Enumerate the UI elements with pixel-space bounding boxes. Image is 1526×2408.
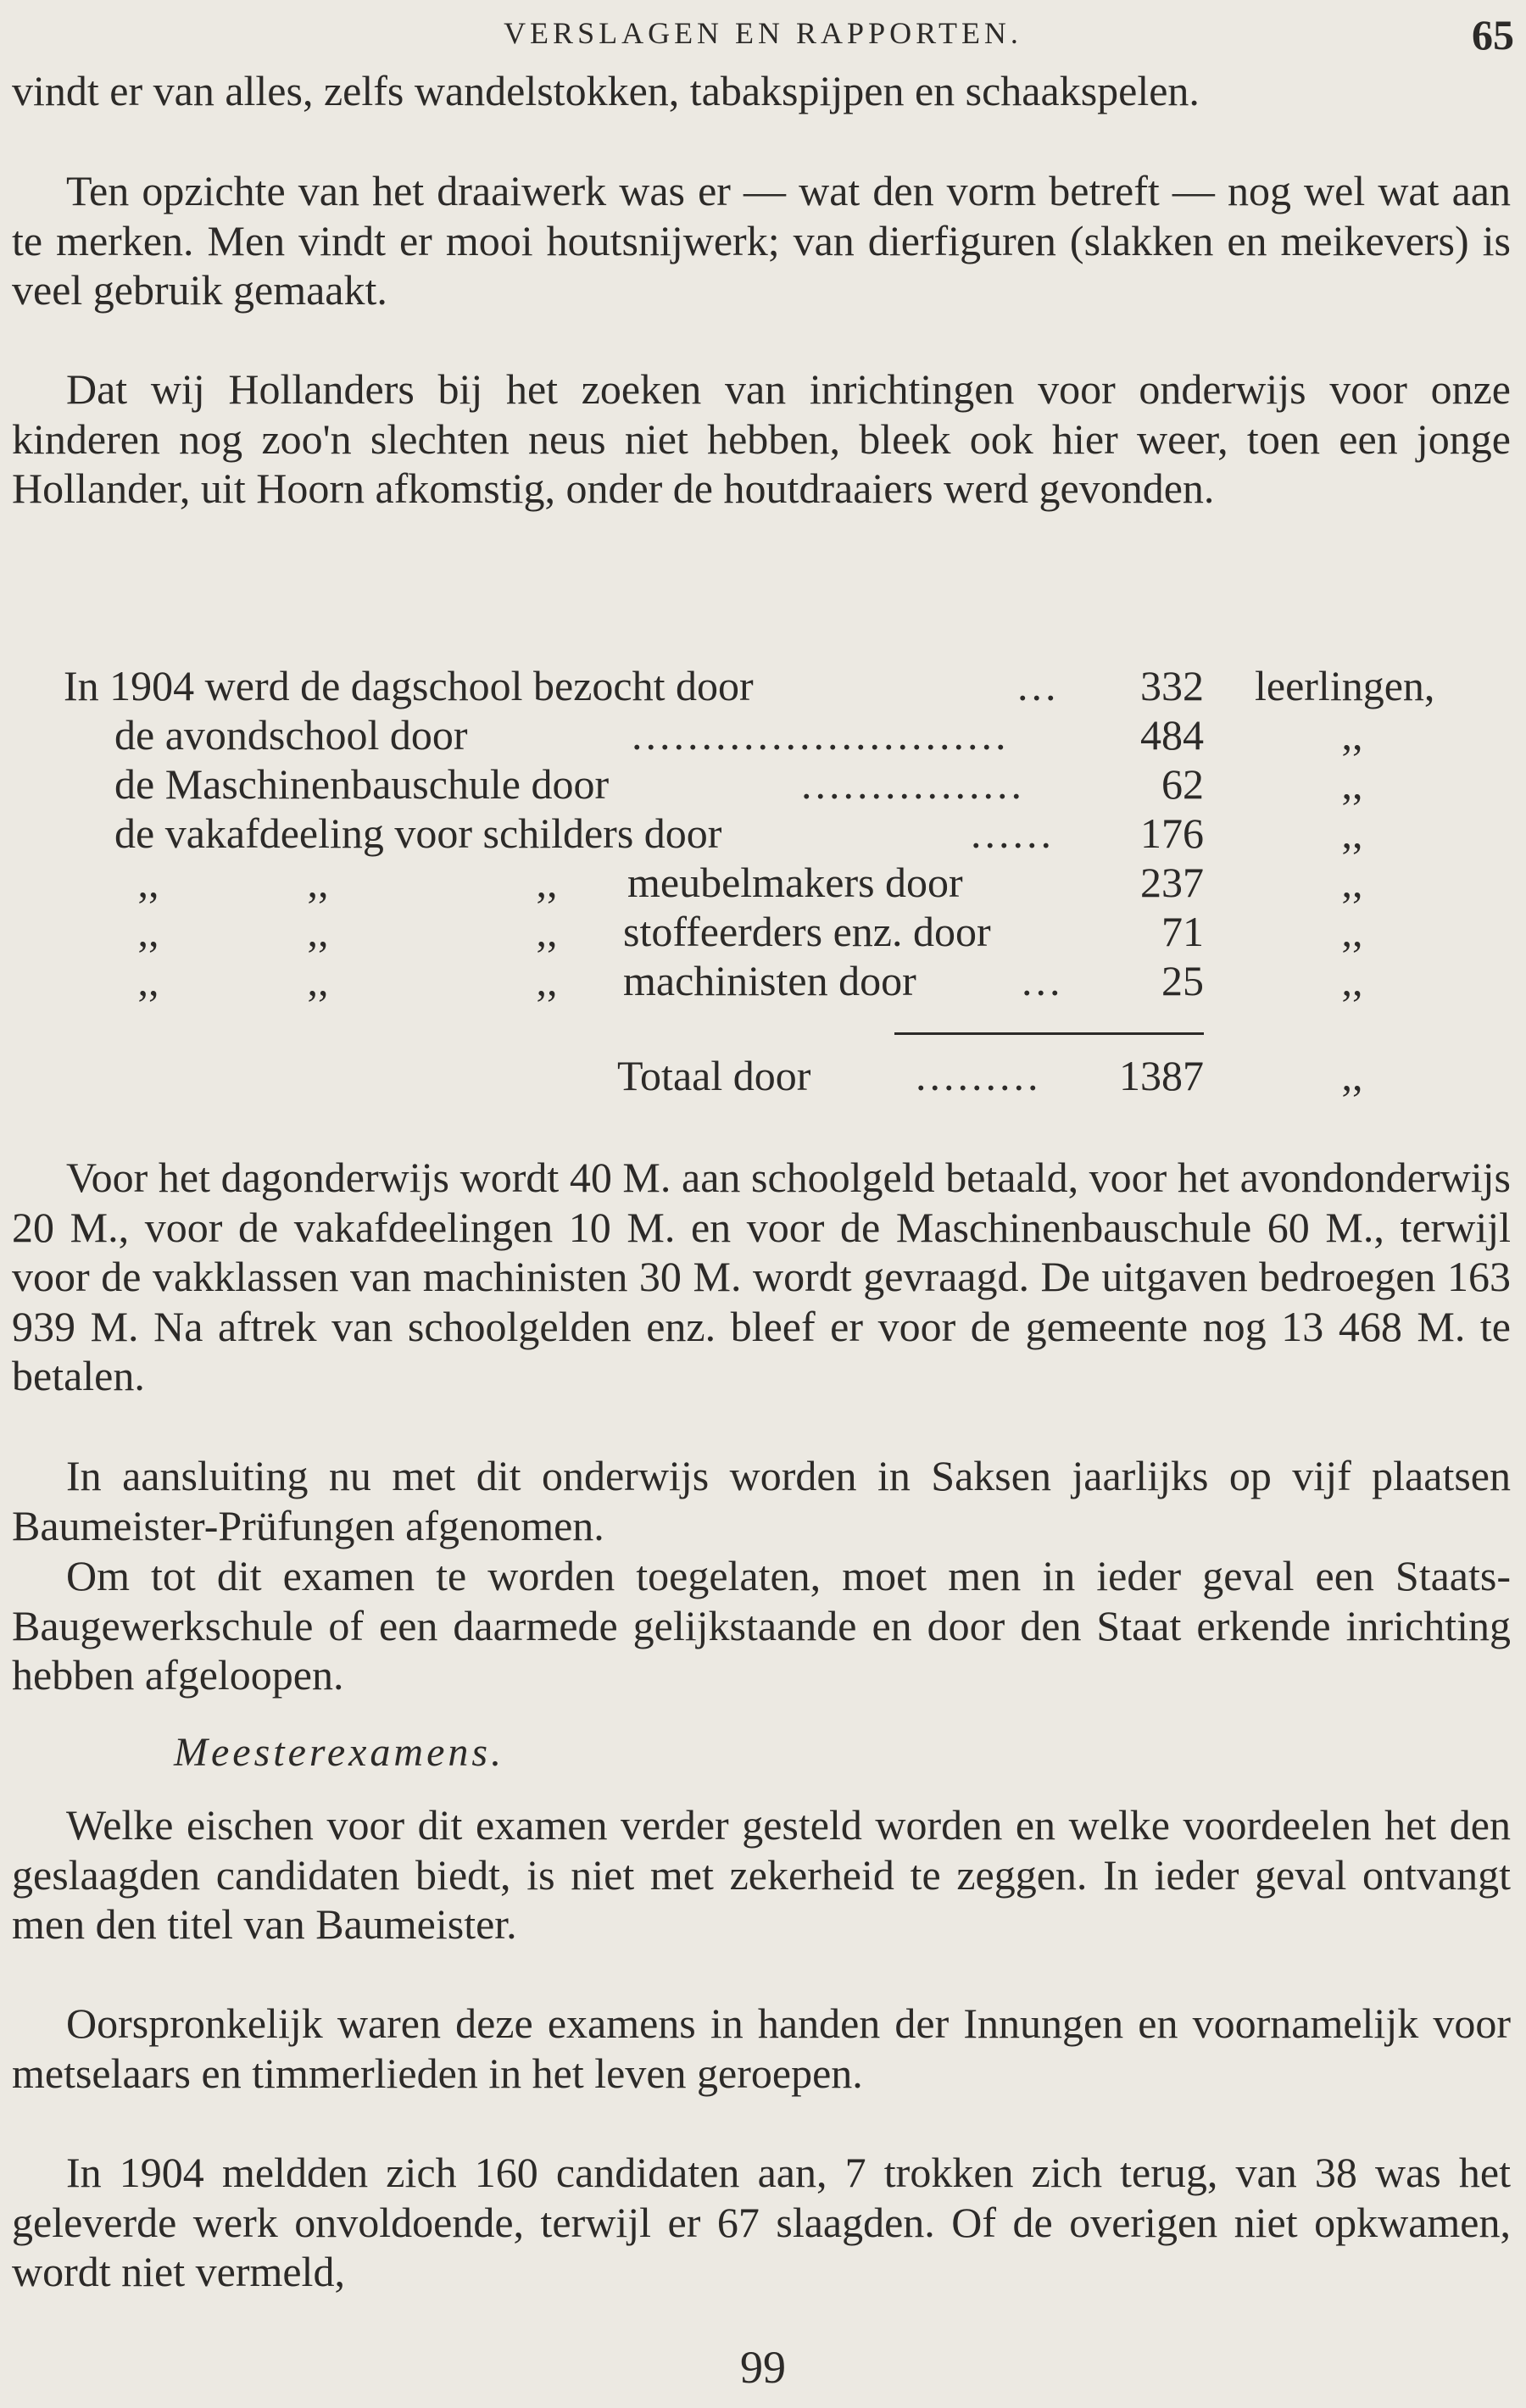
- row-unit-ditto: ,,: [1341, 760, 1363, 808]
- ditto-mark: ,,: [536, 908, 558, 955]
- row-value: 176: [1140, 809, 1204, 857]
- running-head: VERSLAGEN EN RAPPORTEN.: [504, 16, 1022, 50]
- sum-rule: [894, 1032, 1204, 1035]
- ditto-mark: ,,: [137, 908, 159, 955]
- table-row: [0, 858, 1526, 907]
- row-label: In 1904 werd de dagschool bezocht door: [64, 662, 754, 709]
- row-leader: ...: [1022, 957, 1064, 1004]
- ditto-mark: ,,: [137, 859, 159, 906]
- paragraph-6: Om tot dit examen te worden toegelaten, moet men in ieder geval een Staats-Baugewerkschule of een daarmede gelijkstaande en door den Staat erkende inrichting hebben afgeloopen.: [12, 1552, 1511, 1699]
- paragraph-9: In 1904 meldden zich 160 candidaten aan, 7 trokken zich terug, van 38 was het geleverde werk onvoldoende, terwijl er 67 slaagden. Of de overigen niet opkwamen, wordt niet vermeld,: [12, 2149, 1511, 2295]
- table-row: [0, 907, 1526, 956]
- ditto-mark: ,,: [307, 957, 329, 1004]
- row-unit-ditto: ,,: [1341, 859, 1363, 906]
- table-total-row: [0, 1051, 1526, 1100]
- row-label: meubelmakers door: [627, 859, 963, 906]
- total-label: Totaal door: [617, 1052, 811, 1099]
- row-unit-ditto: ,,: [1341, 957, 1363, 1004]
- table-row: [0, 661, 1526, 710]
- page-header: [0, 11, 1526, 63]
- row-label: machinisten door: [623, 957, 916, 1004]
- row-label: de avondschool door: [114, 711, 468, 759]
- row-value: 332: [1140, 662, 1204, 709]
- row-unit-ditto: ,,: [1341, 908, 1363, 955]
- row-leader: ................: [801, 760, 1025, 808]
- paragraph-3: Dat wij Hollanders bij het zoeken van inrichtingen voor onderwijs voor onze kinderen nog zoo'n slechten neus niet hebben, bleek ook hier weer, toen een jonge Hollander, uit Hoorn afkomstig, onder de houtdraaiers werd gevonden.: [12, 365, 1511, 512]
- row-value: 484: [1140, 711, 1204, 759]
- row-unit-ditto: ,,: [1341, 711, 1363, 759]
- ditto-mark: ,,: [307, 908, 329, 955]
- row-label: de Maschinenbauschule door: [114, 760, 610, 808]
- row-leader: ......: [971, 809, 1055, 857]
- row-leader: ...........................: [632, 711, 1010, 759]
- ditto-mark: ,,: [536, 957, 558, 1004]
- row-value: 25: [1161, 957, 1204, 1004]
- page-number: 65: [1472, 11, 1514, 58]
- table-row: [0, 710, 1526, 759]
- row-unit-ditto: ,,: [1341, 809, 1363, 857]
- row-label: de vakafdeeling voor schilders door: [114, 809, 722, 857]
- paragraph-5: In aansluiting nu met dit onderwijs worden in Saksen jaarlijks op vijf plaatsen Baumeister-Prüfungen afgenomen.: [12, 1452, 1511, 1549]
- row-value: 71: [1161, 908, 1204, 955]
- table-row: [0, 759, 1526, 809]
- folio-number: 99: [740, 2342, 786, 2393]
- paragraph-1: vindt er van alles, zelfs wandelstokken, tabakspijpen en schaakspelen.: [12, 67, 1200, 114]
- enrolment-table: [0, 661, 1526, 1119]
- row-value: 237: [1140, 859, 1204, 906]
- ditto-mark: ,,: [137, 957, 159, 1004]
- total-leader: .........: [916, 1052, 1042, 1099]
- table-row: [0, 956, 1526, 1005]
- paragraph-2: Ten opzichte van het draaiwerk was er — wat den vorm betreft — nog wel wat aan te merken. Men vindt er mooi houtsnijwerk; van dierfiguren (slakken en meikevers) is veel gebruik gemaakt.: [12, 167, 1511, 314]
- row-unit: leerlingen,: [1255, 662, 1435, 709]
- ditto-mark: ,,: [307, 859, 329, 906]
- section-title: Meesterexamens.: [174, 1730, 505, 1775]
- total-value: 1387: [1119, 1052, 1204, 1099]
- table-row: [0, 809, 1526, 858]
- row-value: 62: [1161, 760, 1204, 808]
- row-leader: ...: [1017, 662, 1060, 709]
- total-unit-ditto: ,,: [1341, 1052, 1363, 1099]
- paragraph-4: Voor het dagonderwijs wordt 40 M. aan schoolgeld betaald, voor het avondonderwijs 20 M., voor de vakafdeelingen 10 M. en voor de Maschinenbauschule 60 M., terwijl voor de vakklassen van machinisten 30 M. wordt gevraagd. De uitgaven bedroegen 163 939 M. Na aftrek van schoolgelden enz. bleef er voor de gemeente nog 13 468 M. te betalen.: [12, 1154, 1511, 1399]
- paragraph-7: Welke eischen voor dit examen verder gesteld worden en welke voordeelen het den geslaagden candidaten biedt, is niet met zekerheid te zeggen. In ieder geval ontvangt men den titel van Baumeister.: [12, 1801, 1511, 1948]
- paragraph-8: Oorspronkelijk waren deze examens in handen der Innungen en voornamelijk voor metselaars en timmerlieden in het leven geroepen.: [12, 1999, 1511, 2097]
- ditto-mark: ,,: [536, 859, 558, 906]
- row-label: stoffeerders enz. door: [623, 908, 991, 955]
